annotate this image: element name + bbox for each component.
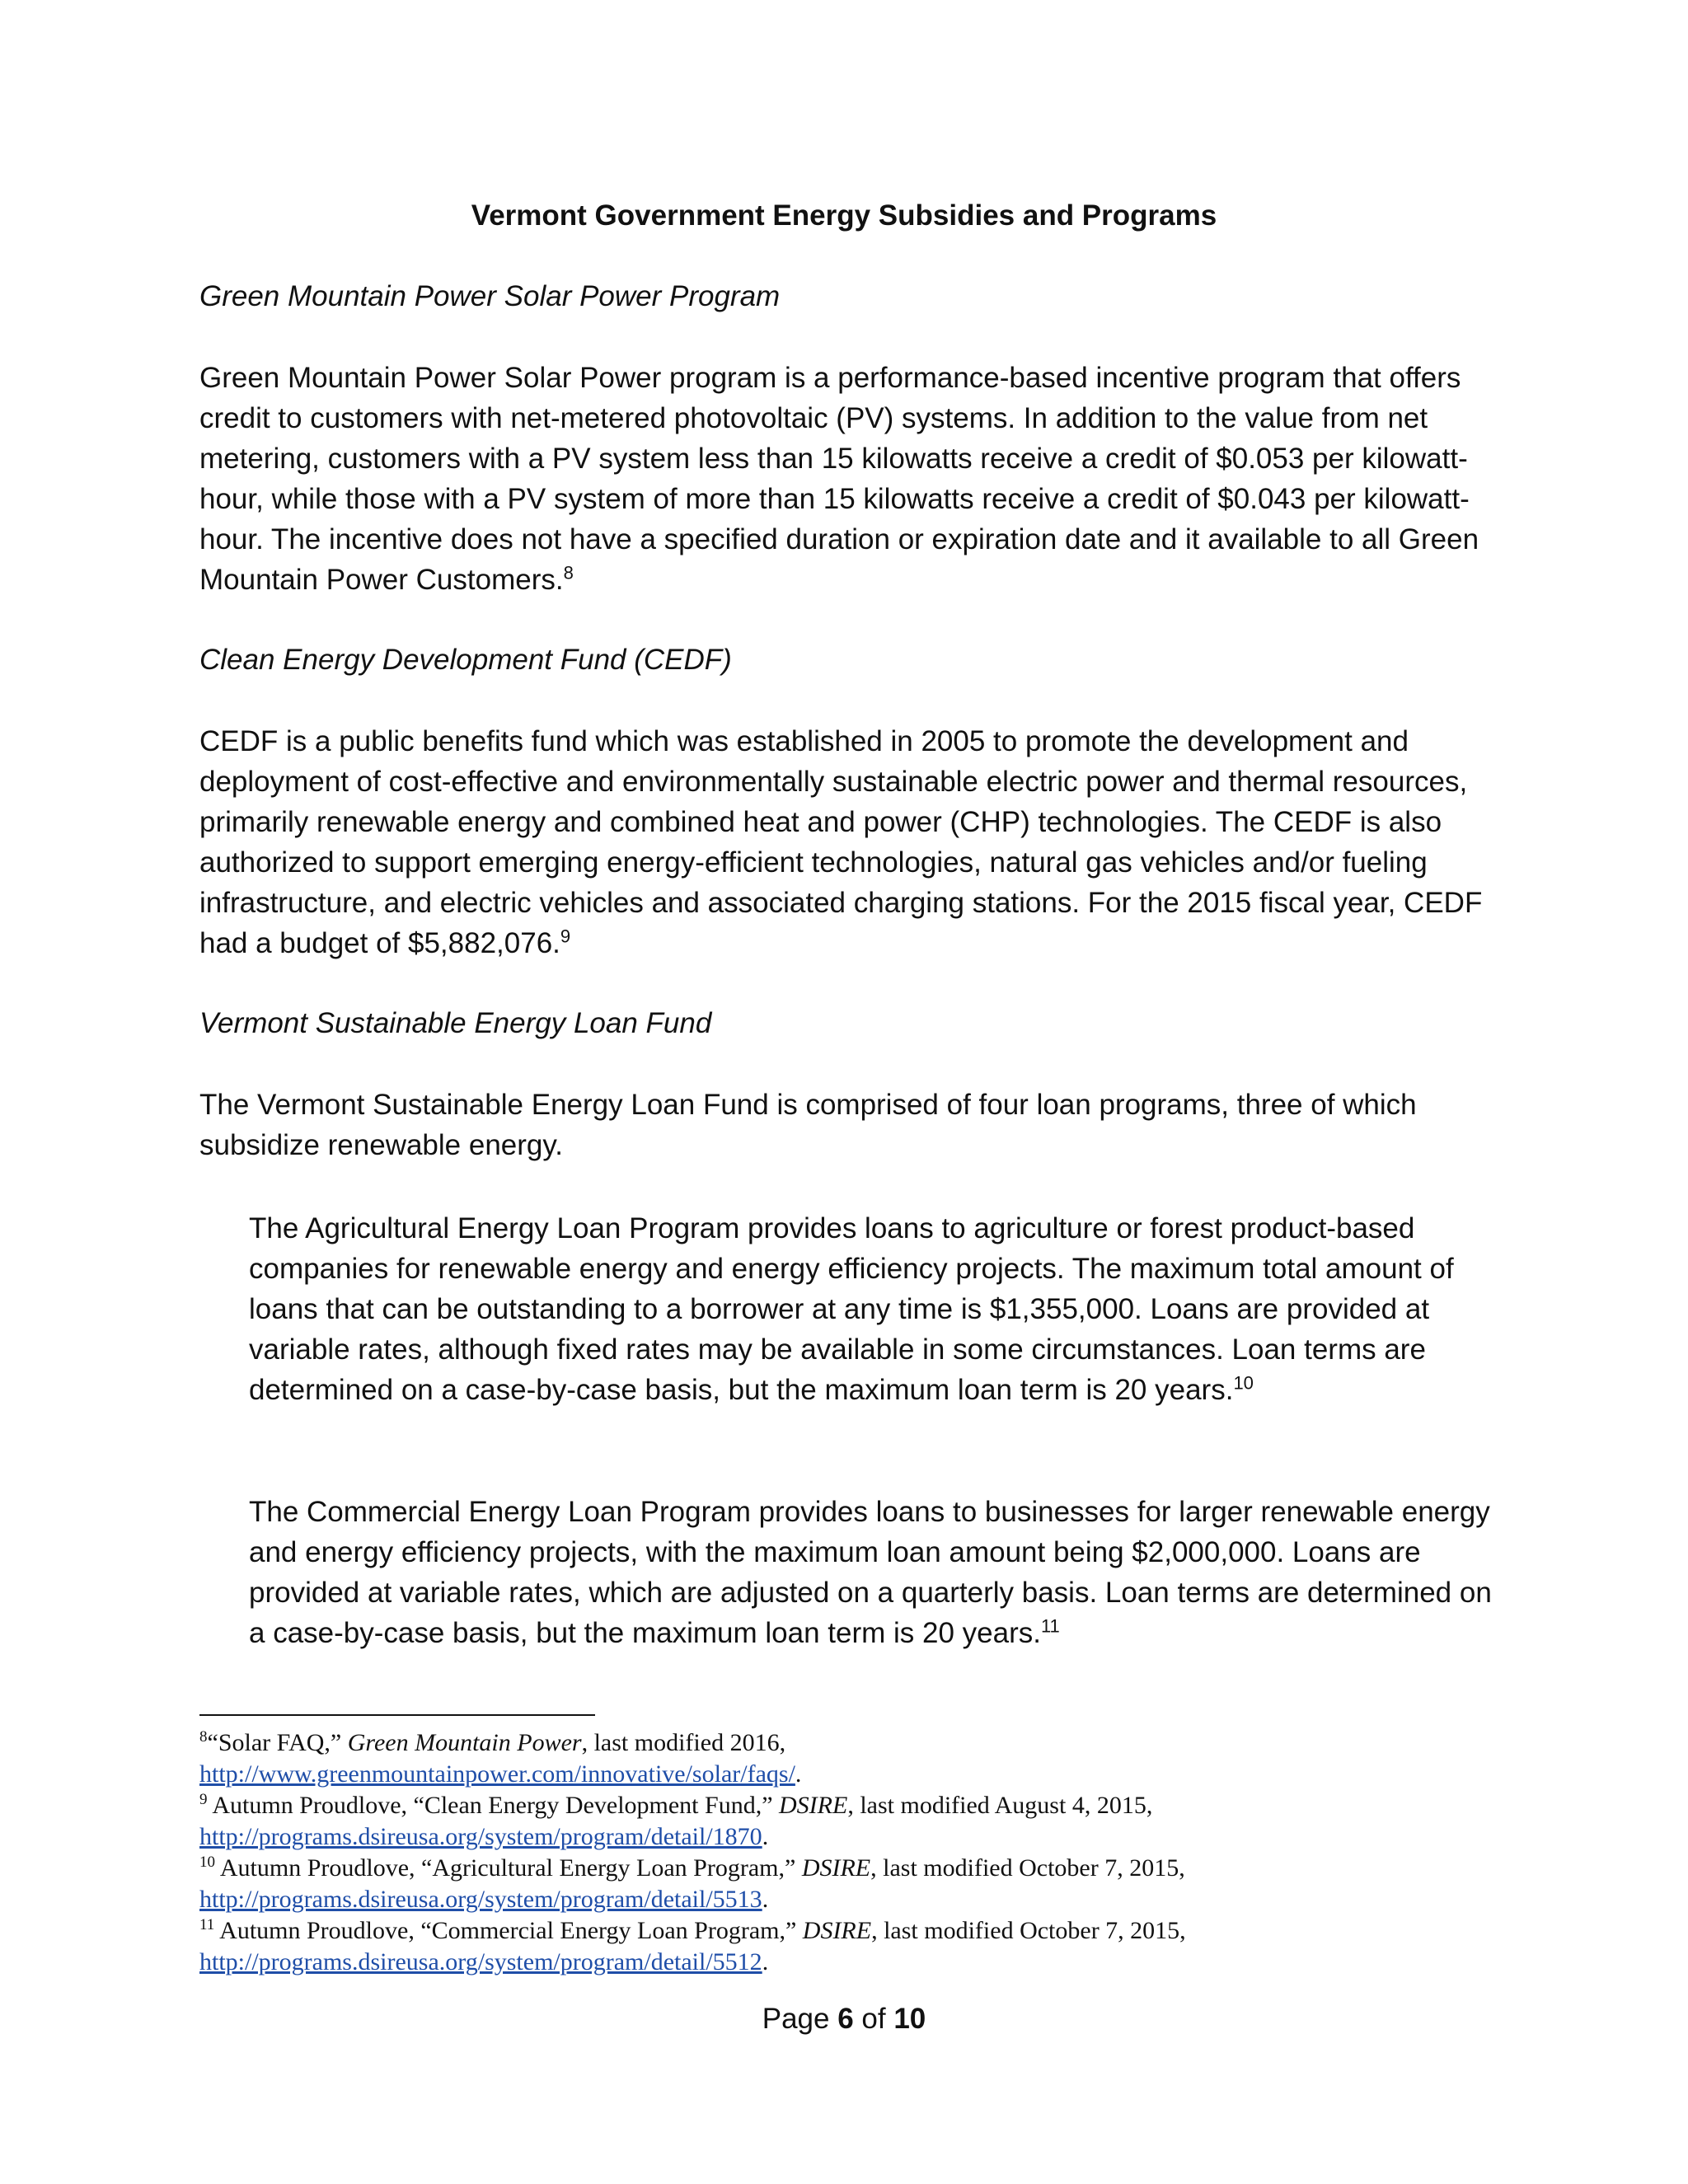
subsection-agricultural-loan: [249, 1208, 1493, 1410]
paragraph-text: The Agricultural Energy Loan Program provides loans to agriculture or forest product-based companies for renewable energy and energy efficiency projects. The maximum total amount of loans that can be outstanding to a borrower at any time is $1,355,000. Loans are provided at variable rates, although fixed rates may be available in some circumstances. Loan terms are determined on a case-by-case basis, but the maximum loan term is 20 years.: [249, 1212, 1454, 1406]
current-page: 6: [837, 2003, 854, 2035]
footnote-source: DSIRE: [801, 1854, 871, 1882]
footnote-link[interactable]: http://programs.dsireusa.org/system/program/detail/1870: [199, 1823, 762, 1850]
footnote-text: “Solar FAQ,”: [207, 1729, 348, 1756]
footnote-text: , last modified 2016,: [581, 1729, 786, 1756]
footnote-text: , last modified October 7, 2015,: [870, 1854, 1185, 1882]
footnote-text: Autumn Proudlove, “Agricultural Energy Loan Program,”: [219, 1854, 802, 1882]
footnote-number: 9: [199, 1791, 208, 1808]
footnote-number: 11: [199, 1916, 215, 1933]
footnote-ref-9[interactable]: 9: [560, 926, 571, 947]
footnote-ref-10[interactable]: 10: [1233, 1372, 1254, 1394]
paragraph-text: CEDF is a public benefits fund which was established in 2005 to promote the development and deployment of cost-effective and environmentally sustainable electric power and thermal resources, primarily renewable energy and combined heat and power (CHP) technologies. The CEDF is also authorized to support emerging energy-efficient technologies, natural gas vehicles and/or fueling infrastructure, and electric vehicles and associated charging stations. For the 2015 fiscal year, CEDF had a budget of $5,882,076.: [199, 725, 1483, 959]
section-paragraph-gmp-solar: [199, 358, 1493, 600]
page-title: Vermont Government Energy Subsidies and Programs: [471, 199, 1217, 232]
footnote-source: DSIRE: [779, 1792, 848, 1819]
footnote-divider: [199, 1714, 595, 1716]
section-heading-cedf: Clean Energy Development Fund (CEDF): [199, 644, 732, 676]
section-heading-gmp-solar: Green Mountain Power Solar Power Program: [199, 280, 781, 312]
footnote-source: DSIRE: [802, 1917, 872, 1944]
footnote-number: 8: [199, 1728, 208, 1746]
section-paragraph-cedf: [199, 721, 1493, 963]
footnote-9: $^9$ Autumn Proudlove, “Clean Energy Development Fund,” DSIRE, last modified August 4, 2015, http://programs.dsireusa.org/system/program/detail/1870.: [199, 1791, 1153, 1850]
footnote-text: Autumn Proudlove, “Commercial Energy Loan Program,”: [219, 1917, 803, 1944]
subsection-commercial-loan: [249, 1492, 1493, 1653]
page-number: [0, 2003, 1688, 2036]
footnote-8: $^8$“Solar FAQ,” Green Mountain Power, last modified 2016, http://www.greenmountainpower.com/innovative/solar/faqs/.: [199, 1728, 802, 1788]
footnotes: [199, 1727, 1493, 1978]
footnote-11: $^{11}$ Autumn Proudlove, “Commercial Energy Loan Program,” DSIRE, last modified October 7, 2015, http://programs.dsireusa.org/system/program/detail/5512.: [199, 1916, 1186, 1975]
footnote-ref-11[interactable]: 11: [1040, 1615, 1060, 1637]
footnote-text: , last modified October 7, 2015,: [871, 1917, 1186, 1944]
footnote-ref-8[interactable]: 8: [563, 562, 574, 583]
footnote-number: 10: [199, 1854, 215, 1871]
section-paragraph-loan-fund: [199, 1085, 1493, 1165]
footnote-link[interactable]: http://www.greenmountainpower.com/innovative/solar/faqs/: [199, 1760, 795, 1788]
paragraph-text: The Commercial Energy Loan Program provides loans to businesses for larger renewable energy and energy efficiency projects, with the maximum loan amount being $2,000,000. Loans are provided at variable rates, which are adjusted on a quarterly basis. Loan terms are determined on a case-by-case basis, but the maximum loan term is 20 years.: [249, 1496, 1492, 1649]
section-heading-loan-fund: Vermont Sustainable Energy Loan Fund: [199, 1007, 712, 1039]
paragraph-text: Green Mountain Power Solar Power program is a performance-based incentive program that offers credit to customers with net-metered photovoltaic (PV) systems. In addition to the value from net metering, customers with a PV system less than 15 kilowatts receive a credit of $0.053 per kilowatt-hour, while those with a PV system of more than 15 kilowatts receive a credit of $0.043 per kilowatt-hour. The incentive does not have a specified duration or expiration date and it available to all Green Mountain Power Customers.: [199, 362, 1479, 596]
footnote-source: Green Mountain Power: [347, 1729, 582, 1756]
total-pages: 10: [893, 2003, 926, 2035]
footnote-text: Autumn Proudlove, “Clean Energy Development Fund,”: [212, 1792, 780, 1819]
footnote-link[interactable]: http://programs.dsireusa.org/system/program/detail/5513: [199, 1886, 762, 1913]
footnote-link[interactable]: http://programs.dsireusa.org/system/program/detail/5512: [199, 1948, 762, 1975]
footnote-text: , last modified August 4, 2015,: [847, 1792, 1153, 1819]
page-label: Page: [762, 2003, 830, 2035]
paragraph-text: The Vermont Sustainable Energy Loan Fund is comprised of four loan programs, three of which subsidize renewable energy.: [199, 1089, 1417, 1161]
footnote-10: $^{10}$ Autumn Proudlove, “Agricultural Energy Loan Program,” DSIRE, last modified October 7, 2015, http://programs.dsireusa.org/system/program/detail/5513.: [199, 1854, 1185, 1913]
of-label: of: [861, 2003, 886, 2035]
